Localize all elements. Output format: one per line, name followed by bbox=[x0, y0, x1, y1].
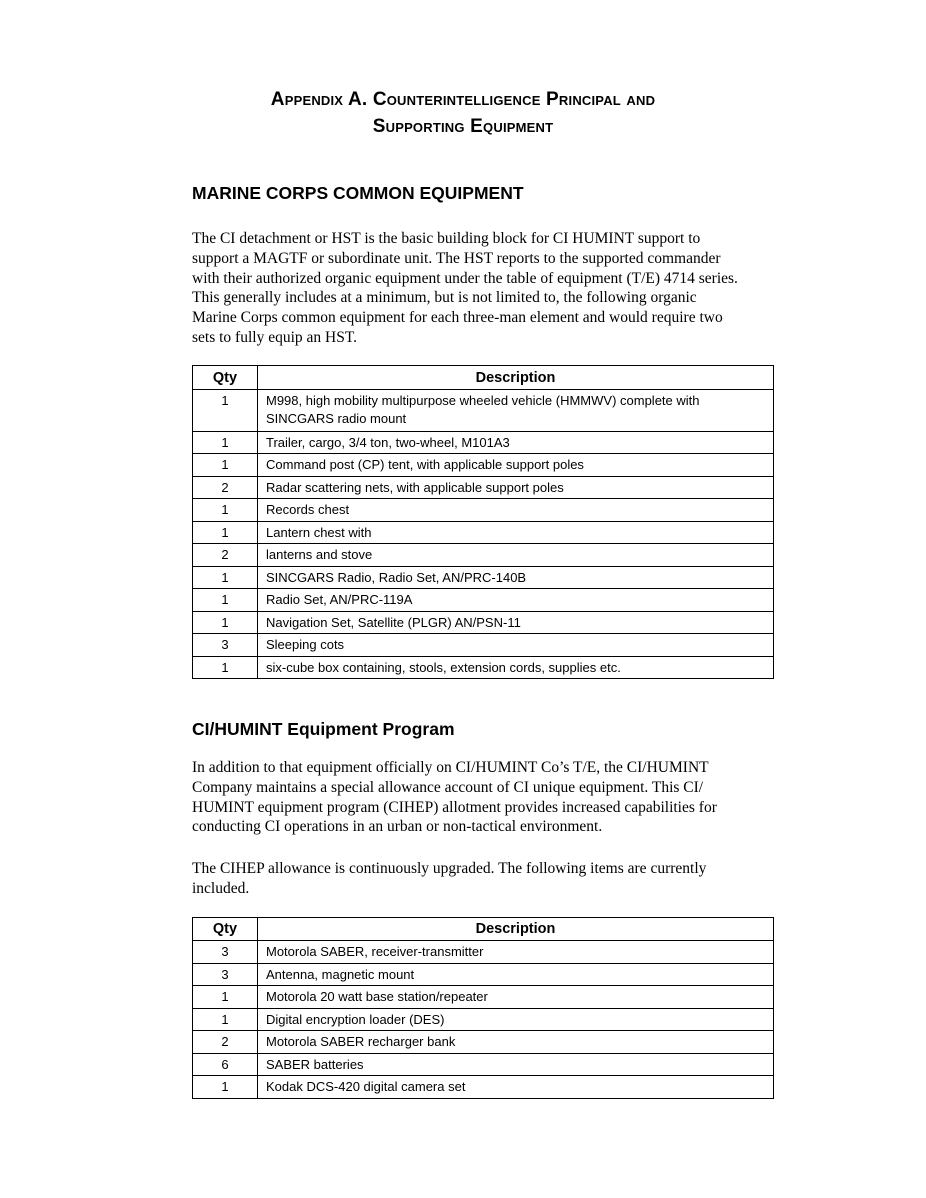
description-cell: Lantern chest with bbox=[258, 522, 774, 544]
description-cell: Command post (CP) tent, with applicable support poles bbox=[258, 454, 774, 477]
paragraph-line: The CIHEP allowance is continuously upgraded. The following items are currently bbox=[192, 860, 707, 877]
paragraph-line: included. bbox=[192, 879, 250, 897]
paragraph-line: conducting CI operations in an urban or non-tactical environment. bbox=[192, 818, 603, 836]
description-cell: Motorola 20 watt base station/repeater bbox=[258, 986, 774, 1009]
description-column-header: Description bbox=[258, 918, 774, 941]
description-cell: Motorola SABER recharger bank bbox=[258, 1031, 774, 1054]
description-line: M998, high mobility multipurpose wheeled vehicle (HMMWV) complete with bbox=[266, 393, 700, 408]
table-row bbox=[193, 432, 774, 454]
paragraph-line: Company maintains a special allowance account of CI unique equipment. This CI/ bbox=[192, 778, 704, 796]
qty-cell: 2 bbox=[193, 544, 258, 567]
paragraph-line: The CI detachment or HST is the basic building block for CI HUMINT support to bbox=[192, 230, 701, 247]
section1-paragraph bbox=[192, 229, 782, 348]
section2-paragraph-1 bbox=[192, 758, 782, 837]
description-column-header: Description bbox=[258, 366, 774, 390]
qty-cell: 2 bbox=[193, 477, 258, 499]
qty-cell: 1 bbox=[193, 567, 258, 589]
table-row bbox=[193, 612, 774, 634]
section-heading-marine-corps: MARINE CORPS COMMON EQUIPMENT bbox=[192, 183, 524, 203]
paragraph-line: Marine Corps common equipment for each three-man element and would require two bbox=[192, 309, 723, 327]
description-cell: Records chest bbox=[258, 499, 774, 522]
description-cell: Radio Set, AN/PRC-119A bbox=[258, 589, 774, 612]
qty-cell: 1 bbox=[193, 657, 258, 679]
qty-cell: 1 bbox=[193, 432, 258, 454]
description-cell: Trailer, cargo, 3/4 ton, two-wheel, M101A3 bbox=[258, 432, 774, 454]
description-cell: Motorola SABER, receiver-transmitter bbox=[258, 941, 774, 964]
description-cell: Digital encryption loader (DES) bbox=[258, 1009, 774, 1031]
paragraph-line: support a MAGTF or subordinate unit. The HST reports to the supported commander bbox=[192, 249, 721, 267]
table-row bbox=[193, 1009, 774, 1031]
qty-column-header: Qty bbox=[193, 918, 258, 941]
description-line: SINCGARS radio mount bbox=[266, 411, 407, 426]
section-heading-cihep: CI/HUMINT Equipment Program bbox=[192, 719, 455, 739]
table-row bbox=[193, 454, 774, 477]
table-row bbox=[193, 567, 774, 589]
qty-cell: 6 bbox=[193, 1054, 258, 1076]
description-cell: Radar scattering nets, with applicable support poles bbox=[258, 477, 774, 499]
paragraph-line: HUMINT equipment program (CIHEP) allotment provides increased capabilities for bbox=[192, 798, 717, 816]
qty-cell: 1 bbox=[193, 986, 258, 1009]
description-cell: Navigation Set, Satellite (PLGR) AN/PSN-11 bbox=[258, 612, 774, 634]
qty-cell: 2 bbox=[193, 1031, 258, 1054]
table-row bbox=[193, 964, 774, 986]
description-cell bbox=[258, 390, 774, 432]
table-row bbox=[193, 477, 774, 499]
qty-cell: 3 bbox=[193, 941, 258, 964]
description-cell: SINCGARS Radio, Radio Set, AN/PRC-140B bbox=[258, 567, 774, 589]
paragraph-line: with their authorized organic equipment under the table of equipment (T/E) 4714 series. bbox=[192, 269, 738, 287]
cihep-equipment-table bbox=[192, 917, 774, 1099]
paragraph-line: In addition to that equipment officially on CI/HUMINT Co’s T/E, the CI/HUMINT bbox=[192, 759, 709, 776]
table-row bbox=[193, 941, 774, 964]
title-line-2: Supporting Equipment bbox=[372, 116, 554, 137]
description-cell: Sleeping cots bbox=[258, 634, 774, 657]
qty-cell: 3 bbox=[193, 634, 258, 657]
qty-cell: 3 bbox=[193, 964, 258, 986]
table-row bbox=[193, 1054, 774, 1076]
qty-cell: 1 bbox=[193, 1009, 258, 1031]
paragraph-line: This generally includes at a minimum, but is not limited to, the following organic bbox=[192, 289, 697, 307]
qty-cell: 1 bbox=[193, 589, 258, 612]
table-row bbox=[193, 589, 774, 612]
table-row bbox=[193, 390, 774, 432]
table-row bbox=[193, 1076, 774, 1099]
qty-cell: 1 bbox=[193, 454, 258, 477]
qty-cell: 1 bbox=[193, 612, 258, 634]
qty-cell: 1 bbox=[193, 390, 258, 432]
table-row bbox=[193, 522, 774, 544]
table-row bbox=[193, 657, 774, 679]
page-title bbox=[150, 86, 776, 140]
qty-cell: 1 bbox=[193, 499, 258, 522]
table-row bbox=[193, 634, 774, 657]
qty-cell: 1 bbox=[193, 1076, 258, 1099]
qty-cell: 1 bbox=[193, 522, 258, 544]
description-cell: Antenna, magnetic mount bbox=[258, 964, 774, 986]
table-row bbox=[193, 544, 774, 567]
table-header-row bbox=[193, 918, 774, 941]
description-cell: six-cube box containing, stools, extension cords, supplies etc. bbox=[258, 657, 774, 679]
section2-paragraph-2 bbox=[192, 859, 782, 899]
table-row bbox=[193, 499, 774, 522]
table-row bbox=[193, 986, 774, 1009]
title-line-1: Appendix A. Counterintelligence Principal and bbox=[270, 89, 656, 110]
marine-corps-equipment-table bbox=[192, 365, 774, 679]
paragraph-line: sets to fully equip an HST. bbox=[192, 328, 358, 346]
description-cell: SABER batteries bbox=[258, 1054, 774, 1076]
table-row bbox=[193, 1031, 774, 1054]
description-cell: lanterns and stove bbox=[258, 544, 774, 567]
description-cell: Kodak DCS-420 digital camera set bbox=[258, 1076, 774, 1099]
table-header-row bbox=[193, 366, 774, 390]
qty-column-header: Qty bbox=[193, 366, 258, 390]
